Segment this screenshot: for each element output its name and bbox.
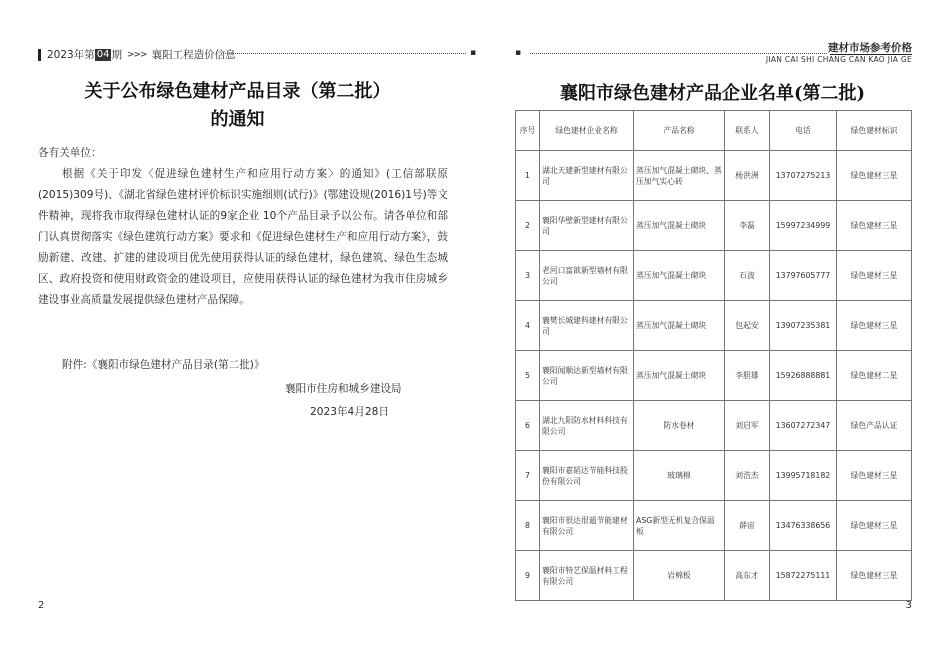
cell-company: 襄阳闻顺达新型墙材有限公司 (540, 351, 634, 401)
cell-label: 绿色建材三星 (837, 301, 912, 351)
cell-index: 5 (516, 351, 540, 401)
right-running-header-title: 建材市场参考价格 (828, 42, 912, 54)
cell-contact: 高东才 (725, 551, 770, 601)
cell-contact: 石波 (725, 251, 770, 301)
header-company: 绿色建材企业名称 (540, 111, 634, 151)
header-start-mark: ▪ (515, 48, 522, 58)
table-row (516, 401, 912, 451)
table-row (516, 451, 912, 501)
list-title: 襄阳市绿色建材产品企业名单(第二批) (559, 83, 866, 104)
table-row (516, 551, 912, 601)
cell-phone: 13707275213 (770, 151, 837, 201)
header-bar (38, 49, 41, 61)
cell-index: 9 (516, 551, 540, 601)
cell-company: 襄阳市嘉韬达节能科技股份有限公司 (540, 451, 634, 501)
cell-index: 4 (516, 301, 540, 351)
notice-body: 根据《关于印发〈促进绿色建材生产和应用行动方案〉的通知》(工信部联原(2015)309号)、《湖北省绿色建材评价标识实施细则(试行)》(鄂建设规(2016)1号)等文件精神，现将我市取得绿色建材认证的9家企业 10个产品目录予以公布。请各单位和部门认真贯彻落实《绿色建筑行动方案》要求和《促进绿色建材生产和应用行动方案》，鼓励新建、改建、扩建的建设项目优先使用获得认证的绿色建材，绿色建筑、绿色生态城区、政府投资和使用财政资金的建设项目，应使用获得认证的绿色建材为我市住房城乡建设事业高质量发展提供绿色建材产品保障。 (38, 168, 448, 306)
cell-phone: 13797605777 (770, 251, 837, 301)
table-row (516, 351, 912, 401)
cell-contact: 薛宙 (725, 501, 770, 551)
cell-label: 绿色建材二星 (837, 351, 912, 401)
table-row (516, 201, 912, 251)
cell-index: 8 (516, 501, 540, 551)
page-number-right: 3 (905, 600, 912, 611)
left-running-header (38, 47, 477, 62)
page-number-left: 2 (38, 600, 45, 611)
cell-company: 老河口富歆新型墙材有限公司 (540, 251, 634, 301)
cell-product: 蒸压加气混凝土砌块 (634, 301, 725, 351)
table-row (516, 501, 912, 551)
cell-company: 湖北九阳防水材料科技有限公司 (540, 401, 634, 451)
header-phone: 电话 (770, 111, 837, 151)
header-issue-number: 04 (96, 48, 110, 60)
header-label: 绿色建材标识 (837, 111, 912, 151)
cell-label: 绿色建材三星 (837, 551, 912, 601)
cell-contact: 李磊 (725, 201, 770, 251)
cell-product: ASG新型无机复合保温板 (634, 501, 725, 551)
cell-product: 蒸压加气混凝土砌块 (634, 251, 725, 301)
cell-product: 蒸压加气混凝土砌块、蒸压加气实心砖 (634, 151, 725, 201)
cell-phone: 13607272347 (770, 401, 837, 451)
header-product: 产品名称 (634, 111, 725, 151)
cell-label: 绿色建材三星 (837, 251, 912, 301)
table-row (516, 301, 912, 351)
cell-phone: 13476338656 (770, 501, 837, 551)
header-issue-suffix: 期 (111, 49, 122, 61)
cell-company: 襄阳华壁新型建材有限公司 (540, 201, 634, 251)
cell-product: 防水卷材 (634, 401, 725, 451)
cell-product: 玻璃棉 (634, 451, 725, 501)
cell-phone: 13995718182 (770, 451, 837, 501)
cell-product: 蒸压加气混凝土砌块 (634, 201, 725, 251)
cell-index: 6 (516, 401, 540, 451)
cell-company: 襄阳市很达很遁节能建材有限公司 (540, 501, 634, 551)
cell-company: 襄阳市特艺保温材料工程有限公司 (540, 551, 634, 601)
cell-phone: 13907235381 (770, 301, 837, 351)
header-dotted-rule (221, 53, 466, 54)
cell-product: 岩棉板 (634, 551, 725, 601)
table-row (516, 151, 912, 201)
cell-label: 绿色建材三星 (837, 201, 912, 251)
cell-contact: 包起安 (725, 301, 770, 351)
header-dotted-rule (530, 53, 827, 54)
cell-phone: 15997234999 (770, 201, 837, 251)
cell-label: 绿色建材三星 (837, 501, 912, 551)
issue-date: 2023年4月28日 (310, 406, 389, 418)
header-end-mark: ▪ (470, 48, 477, 58)
cell-company: 襄樊长城建科建材有限公司 (540, 301, 634, 351)
cell-index: 2 (516, 201, 540, 251)
cell-index: 1 (516, 151, 540, 201)
cell-contact: 李胆雄 (725, 351, 770, 401)
cell-index: 7 (516, 451, 540, 501)
table-header-row (516, 111, 912, 151)
cell-contact: 刘启军 (725, 401, 770, 451)
notice-title-line2: 的通知 (210, 109, 265, 130)
header-contact: 联系人 (725, 111, 770, 151)
table-row (516, 251, 912, 301)
issuer: 襄阳市住房和城乡建设局 (285, 383, 402, 395)
cell-company: 湖北天建新型建材有限公司 (540, 151, 634, 201)
notice-title: 关于公布绿色建材产品目录（第二批） (84, 81, 391, 102)
cell-product: 蒸压加气混凝土砌块 (634, 351, 725, 401)
cell-label: 绿色产品认证 (837, 401, 912, 451)
header-year: 2023年第 (47, 49, 95, 61)
cell-phone: 15926888881 (770, 351, 837, 401)
cell-label: 绿色建材三星 (837, 451, 912, 501)
attachment-line: 附件:《襄阳市绿色建材产品目录(第二批)》 (62, 359, 265, 371)
cell-phone: 15872275111 (770, 551, 837, 601)
right-running-header-subtitle: JIAN CAI SHI CHANG CAN KAO JIA GE (765, 55, 912, 64)
right-page (475, 0, 950, 645)
enterprise-table (515, 110, 912, 601)
salutation: 各有关单位： (38, 147, 102, 159)
cell-contact: 刘浩杰 (725, 451, 770, 501)
chevron-icon: >>> (126, 49, 147, 60)
cell-index: 3 (516, 251, 540, 301)
header-index: 序号 (516, 111, 540, 151)
cell-contact: 杨洪洲 (725, 151, 770, 201)
header-publication: 襄阳工程造价信息 (151, 49, 236, 61)
cell-label: 绿色建材三星 (837, 151, 912, 201)
